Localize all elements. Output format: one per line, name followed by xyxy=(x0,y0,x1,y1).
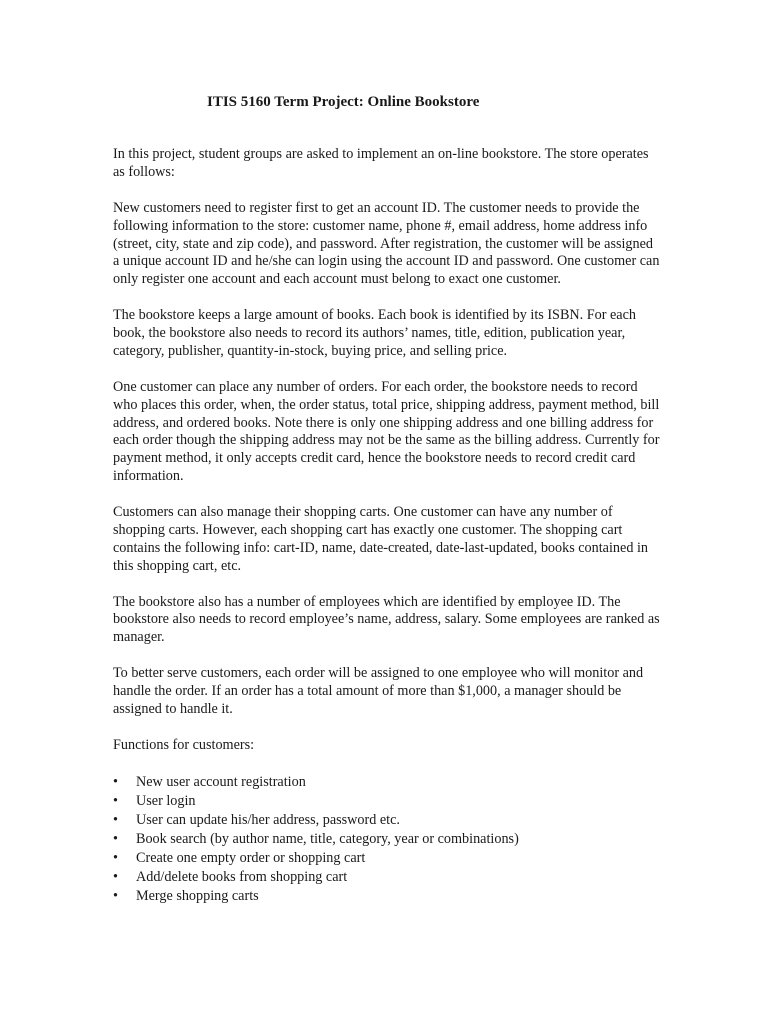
order-handling-paragraph: To better serve customers, each order will be assigned to one employee who will monitor and handle the order. If an order has a total amount of more than $1,000, a manager should be assigned to handle it. xyxy=(113,665,644,717)
shopping-carts-paragraph: Customers can also manage their shopping carts. One customer can have any number of shopping carts. However, each shopping cart has exactly one customer. The shopping cart contains the following info: cart-ID, name, date-created, date-last-updated, books contained in this shopping cart, etc. xyxy=(113,504,648,574)
document-body xyxy=(113,146,661,906)
registration-paragraph: New customers need to register first to get an account ID. The customer needs to provide the following information to the store: customer name, phone #, email address, home address info (street, city, state and zip code), and password. After registration, the customer will be assigned a unique account ID and he/she can login using the account ID and password. One customer can only register one account and each account must belong to exact one customer. xyxy=(113,199,660,288)
document-title: ITIS 5160 Term Project: Online Bookstore xyxy=(207,94,480,110)
bullet-icon: • xyxy=(113,830,118,847)
list-item xyxy=(113,811,661,830)
bullet-icon: • xyxy=(113,887,118,904)
books-paragraph: The bookstore keeps a large amount of books. Each book is identified by its ISBN. For each book, the bookstore also needs to record its authors’ names, title, edition, publication year, category, publisher, quantity-in-stock, buying price, and selling price. xyxy=(113,307,636,359)
bullet-icon: • xyxy=(113,849,118,866)
list-item-label: New user account registration xyxy=(136,773,306,790)
list-item-label: Create one empty order or shopping cart xyxy=(136,849,366,866)
list-item-label: Book search (by author name, title, category, year or combinations) xyxy=(136,830,519,847)
employees-paragraph: The bookstore also has a number of employees which are identified by employee ID. The bookstore also needs to record employee’s name, address, salary. Some employees are ranked as manager. xyxy=(113,593,660,646)
list-item-label: User login xyxy=(136,792,196,809)
list-item xyxy=(113,792,661,811)
customer-functions-list xyxy=(113,773,661,906)
list-item-label: Add/delete books from shopping cart xyxy=(136,868,348,885)
functions-heading: Functions for customers: xyxy=(113,736,255,753)
list-item xyxy=(113,773,661,792)
bullet-icon: • xyxy=(113,792,118,809)
list-item xyxy=(113,830,661,849)
bullet-icon: • xyxy=(113,773,118,790)
list-item-label: User can update his/her address, password etc. xyxy=(136,811,400,828)
orders-paragraph: One customer can place any number of orders. For each order, the bookstore needs to record who places this order, when, the order status, total price, shipping address, payment method, bill address, and ordered books. Note there is only one shipping address and one billing address for each order though the shipping address may not be the same as the billing address. Currently for payment method, it only accepts credit card, hence the bookstore needs to record credit card information. xyxy=(113,378,660,485)
list-item xyxy=(113,868,661,887)
bullet-icon: • xyxy=(113,811,118,828)
bullet-icon: • xyxy=(113,868,118,885)
intro-paragraph: In this project, student groups are asked to implement an on-line bookstore. The store operates as follows: xyxy=(113,146,649,180)
list-item xyxy=(113,849,661,868)
list-item-label: Merge shopping carts xyxy=(136,887,259,904)
list-item xyxy=(113,887,661,906)
